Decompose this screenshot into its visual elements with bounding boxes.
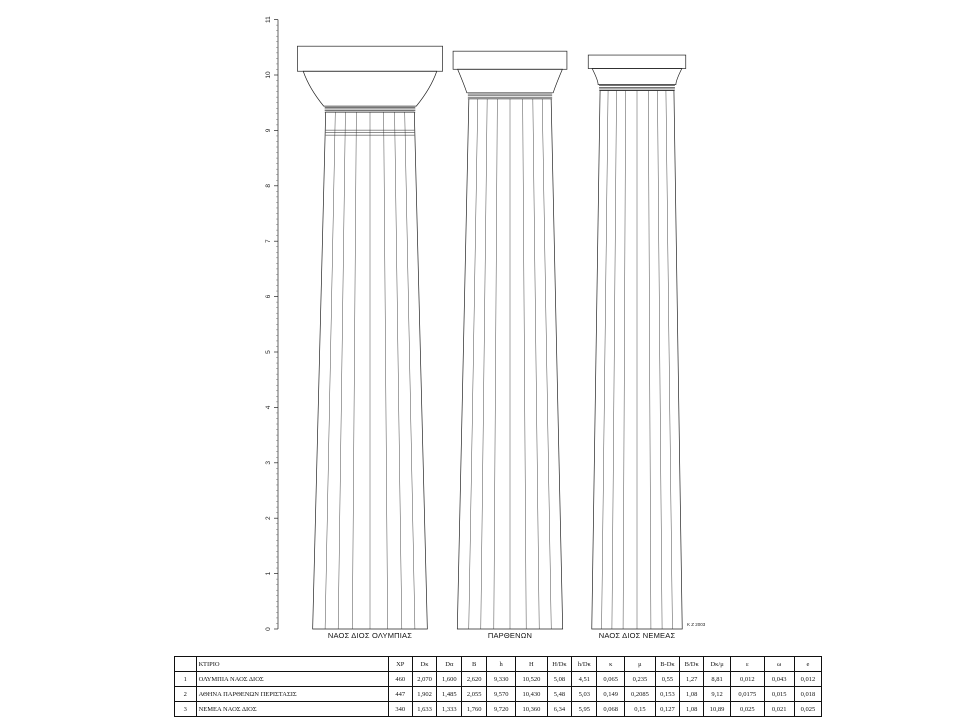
axis-tick-label: 2	[265, 516, 272, 521]
table-cell: 0,021	[764, 702, 794, 717]
doric-column	[297, 46, 442, 640]
table-header-cell: H	[516, 657, 547, 672]
table-cell: 1,902	[412, 687, 437, 702]
axis-tick-label: 7	[265, 239, 272, 244]
axis-tick-label: 0	[265, 627, 272, 631]
table-row	[175, 687, 822, 702]
column-flute	[648, 91, 651, 629]
column-label: ΝΑΟΣ ΔΙΟΣ ΟΛΥΜΠΙΑΣ	[327, 631, 413, 640]
dimensions-table	[174, 656, 822, 717]
table-cell: 460	[388, 672, 412, 687]
column-flute	[395, 112, 402, 629]
table-cell: 1,27	[680, 672, 704, 687]
column-flute	[602, 91, 609, 629]
axis-tick-label: 8	[265, 183, 272, 188]
table-cell: 0,065	[597, 672, 625, 687]
axis-tick-label: 6	[265, 294, 272, 299]
table-cell: 0,153	[655, 687, 680, 702]
table-cell: 9,330	[487, 672, 516, 687]
table-header-cell: Dκ/μ	[704, 657, 731, 672]
table-header-cell: Dκ	[412, 657, 437, 672]
table-cell: 0,012	[794, 672, 821, 687]
table-cell: 2,620	[462, 672, 487, 687]
columns	[297, 46, 685, 640]
table-header-cell: ΧΡ	[388, 657, 412, 672]
drawing-credit: Κ Ζ 2003	[687, 622, 706, 627]
height-axis	[265, 16, 278, 631]
axis-tick-label: 4	[265, 405, 272, 410]
table-cell: 10,89	[704, 702, 731, 717]
table-cell: 1,08	[680, 702, 704, 717]
axis-tick-label: 9	[265, 128, 272, 133]
table-cell: 0,2085	[625, 687, 655, 702]
column-flute	[542, 99, 551, 629]
column-flute	[523, 99, 527, 629]
table-cell: 0,025	[731, 702, 764, 717]
column-flute	[533, 99, 539, 629]
table-cell: 1,633	[412, 702, 437, 717]
capital-echinus	[458, 69, 563, 93]
dimensions-table-container	[174, 656, 822, 717]
axis-tick-label: 10	[265, 71, 272, 79]
column-label: ΠΑΡΘΕΝΩΝ	[487, 631, 533, 640]
table-body	[175, 672, 822, 717]
table-cell: 1,08	[680, 687, 704, 702]
building-name-cell: ΝΕΜΕΑ ΝΑΟΣ ΔΙΟΣ	[196, 702, 388, 717]
table-header-cell: e	[794, 657, 821, 672]
table-header-cell: B-Dκ	[655, 657, 680, 672]
column-flute	[384, 112, 388, 629]
column-flute	[469, 99, 478, 629]
axis-tick-label: 1	[265, 571, 272, 576]
table-cell: 1,333	[437, 702, 462, 717]
building-name-cell: ΟΛΥΜΠΙΑ ΝΑΟΣ ΔΙΟΣ	[196, 672, 388, 687]
table-cell: 0,55	[655, 672, 680, 687]
table-cell: 2,055	[462, 687, 487, 702]
table-cell: 1,600	[437, 672, 462, 687]
table-cell: 6,34	[547, 702, 572, 717]
axis-tick-label: 11	[265, 16, 272, 23]
table-cell: 4,51	[572, 672, 597, 687]
table-cell: 0,068	[597, 702, 625, 717]
table-header-cell: Dα	[437, 657, 462, 672]
table-cell: 8,81	[704, 672, 731, 687]
table-cell: 9,570	[487, 687, 516, 702]
column-flute	[338, 112, 345, 629]
table-cell: 0,0175	[731, 687, 764, 702]
table-cell: 447	[388, 687, 412, 702]
axis-tick-label: 5	[265, 350, 272, 354]
table-cell: 0,015	[764, 687, 794, 702]
table-cell: 1,485	[437, 687, 462, 702]
column-flute	[325, 112, 335, 629]
table-cell: 5,95	[572, 702, 597, 717]
table-row	[175, 702, 822, 717]
table-header-cell: ε	[731, 657, 764, 672]
table-cell: 0,15	[625, 702, 655, 717]
capital-abacus	[297, 46, 442, 71]
table-header-cell	[175, 657, 197, 672]
capital-abacus	[588, 55, 686, 68]
capital-echinus	[592, 69, 682, 85]
table-cell: 0,012	[731, 672, 764, 687]
table-header-cell: h	[487, 657, 516, 672]
table-cell: 5,03	[572, 687, 597, 702]
table-header-cell: B	[462, 657, 487, 672]
column-label: ΝΑΟΣ ΔΙΟΣ ΝΕΜΕΑΣ	[598, 631, 676, 640]
column-flute	[657, 91, 662, 629]
table-cell: 9,12	[704, 687, 731, 702]
table-cell: 3	[175, 702, 197, 717]
column-flute	[494, 99, 498, 629]
column-flute	[352, 112, 356, 629]
table-cell: 1	[175, 672, 197, 687]
column-flute	[666, 91, 673, 629]
table-header-cell: h/Dκ	[572, 657, 597, 672]
axis-tick-label: 3	[265, 460, 272, 465]
table-cell: 0,235	[625, 672, 655, 687]
building-name-cell: ΑΘΗΝΑ ΠΑΡΘΕΝΩΝ ΠΕΡΙΣΤΑΣΙΣ	[196, 687, 388, 702]
table-header-cell: ΚΤΙΡΙΟ	[196, 657, 388, 672]
table-cell: 0,025	[794, 702, 821, 717]
table-cell: 0,043	[764, 672, 794, 687]
table-header-row	[175, 657, 822, 672]
doric-column	[588, 55, 686, 640]
table-header-cell: B/Dκ	[680, 657, 704, 672]
table-cell: 10,360	[516, 702, 547, 717]
table-cell: 2,070	[412, 672, 437, 687]
table-header-cell: μ	[625, 657, 655, 672]
column-flute	[612, 91, 617, 629]
column-flute	[405, 112, 415, 629]
column-flute	[623, 91, 626, 629]
table-header-cell: H/Dκ	[547, 657, 572, 672]
table-cell: 10,520	[516, 672, 547, 687]
table-cell: 1,760	[462, 702, 487, 717]
table-cell: 0,149	[597, 687, 625, 702]
doric-column	[453, 51, 567, 640]
capital-abacus	[453, 51, 567, 69]
table-cell: 5,08	[547, 672, 572, 687]
column-flute	[481, 99, 487, 629]
table-cell: 10,430	[516, 687, 547, 702]
table-row	[175, 672, 822, 687]
table-cell: 340	[388, 702, 412, 717]
table-cell: 5,48	[547, 687, 572, 702]
table-header-cell: ω	[764, 657, 794, 672]
table-cell: 0,127	[655, 702, 680, 717]
table-cell: 9,720	[487, 702, 516, 717]
table-cell: 0,018	[794, 687, 821, 702]
table-cell: 2	[175, 687, 197, 702]
table-header-cell: κ	[597, 657, 625, 672]
capital-echinus	[303, 71, 437, 106]
